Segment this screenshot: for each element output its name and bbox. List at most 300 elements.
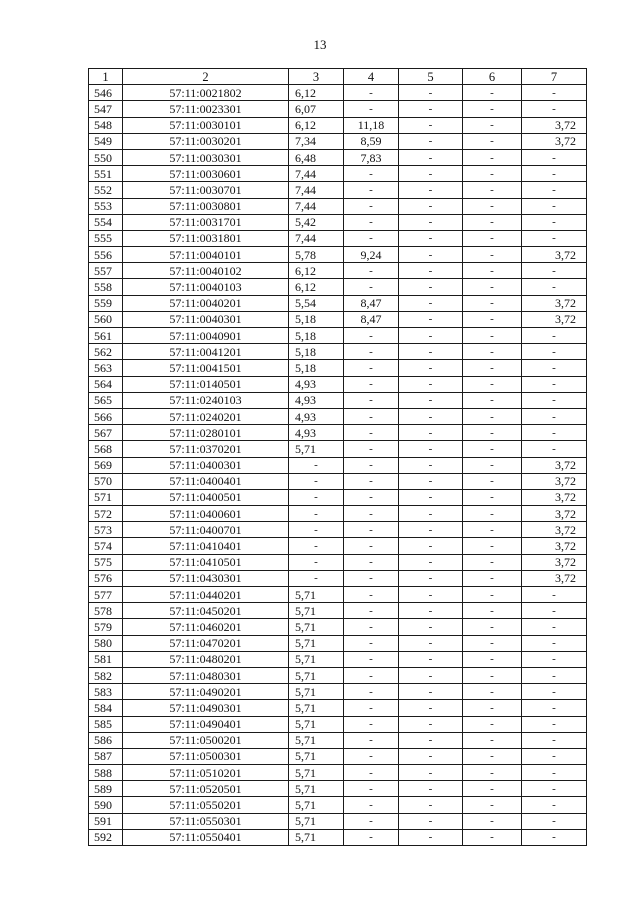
col4-cell: - <box>344 506 399 522</box>
col4-cell: - <box>344 651 399 667</box>
table-row <box>89 716 587 732</box>
col4-cell: - <box>344 279 399 295</box>
col7-cell: - <box>522 441 587 457</box>
table-row <box>89 603 587 619</box>
table-row <box>89 198 587 214</box>
col4-cell: - <box>344 85 399 101</box>
col6-cell: - <box>463 587 522 603</box>
row-number-cell: 568 <box>89 441 123 457</box>
col5-cell: - <box>399 149 463 165</box>
col5-cell: - <box>399 344 463 360</box>
cadastral-number-cell: 57:11:0410501 <box>123 554 289 570</box>
col7-cell: - <box>522 101 587 117</box>
column-header: 5 <box>399 69 463 85</box>
col4-cell: - <box>344 344 399 360</box>
col6-cell: - <box>463 166 522 182</box>
cadastral-number-cell: 57:11:0030601 <box>123 166 289 182</box>
col3-cell: 6,12 <box>289 279 344 295</box>
cadastral-number-cell: 57:11:0240201 <box>123 408 289 424</box>
col5-cell: - <box>399 360 463 376</box>
col3-cell: 5,71 <box>289 716 344 732</box>
col6-cell: - <box>463 214 522 230</box>
row-number-cell: 570 <box>89 473 123 489</box>
row-number-cell: 552 <box>89 182 123 198</box>
col7-cell: - <box>522 781 587 797</box>
col3-cell: 5,71 <box>289 587 344 603</box>
cadastral-number-cell: 57:11:0480301 <box>123 667 289 683</box>
cadastral-number-cell: 57:11:0030201 <box>123 133 289 149</box>
row-number-cell: 563 <box>89 360 123 376</box>
col6-cell: - <box>463 295 522 311</box>
col6-cell: - <box>463 360 522 376</box>
row-number-cell: 592 <box>89 829 123 845</box>
cadastral-number-cell: 57:11:0140501 <box>123 376 289 392</box>
col5-cell: - <box>399 441 463 457</box>
row-number-cell: 562 <box>89 344 123 360</box>
col6-cell: - <box>463 522 522 538</box>
col5-cell: - <box>399 85 463 101</box>
cadastral-number-cell: 57:11:0023301 <box>123 101 289 117</box>
col4-cell: 11,18 <box>344 117 399 133</box>
table-row <box>89 797 587 813</box>
col6-cell: - <box>463 279 522 295</box>
table-row <box>89 651 587 667</box>
col4-cell: - <box>344 360 399 376</box>
table-row <box>89 457 587 473</box>
col7-cell: - <box>522 425 587 441</box>
col7-cell: 3,72 <box>522 522 587 538</box>
col5-cell: - <box>399 263 463 279</box>
cadastral-number-cell: 57:11:0550201 <box>123 797 289 813</box>
col3-cell: 5,18 <box>289 311 344 327</box>
row-number-cell: 577 <box>89 587 123 603</box>
col6-cell: - <box>463 182 522 198</box>
cadastral-number-cell: 57:11:0490201 <box>123 684 289 700</box>
col7-cell: - <box>522 85 587 101</box>
cadastral-number-cell: 57:11:0500201 <box>123 732 289 748</box>
col5-cell: - <box>399 765 463 781</box>
col6-cell: - <box>463 101 522 117</box>
row-number-cell: 584 <box>89 700 123 716</box>
row-number-cell: 554 <box>89 214 123 230</box>
col6-cell: - <box>463 328 522 344</box>
col7-cell: - <box>522 182 587 198</box>
col4-cell: - <box>344 166 399 182</box>
col7-cell: - <box>522 263 587 279</box>
col7-cell: - <box>522 748 587 764</box>
col3-cell: 5,71 <box>289 829 344 845</box>
col4-cell: 8,59 <box>344 133 399 149</box>
col6-cell: - <box>463 797 522 813</box>
col5-cell: - <box>399 829 463 845</box>
row-number-cell: 557 <box>89 263 123 279</box>
cadastral-number-cell: 57:11:0021802 <box>123 85 289 101</box>
col3-cell: 5,71 <box>289 700 344 716</box>
col4-cell: - <box>344 554 399 570</box>
col4-cell: - <box>344 408 399 424</box>
col6-cell: - <box>463 829 522 845</box>
col4-cell: - <box>344 441 399 457</box>
cadastral-number-cell: 57:11:0041501 <box>123 360 289 376</box>
col5-cell: - <box>399 667 463 683</box>
row-number-cell: 559 <box>89 295 123 311</box>
table-body <box>89 85 587 846</box>
col4-cell: - <box>344 473 399 489</box>
cadastral-number-cell: 57:11:0031801 <box>123 230 289 246</box>
col5-cell: - <box>399 748 463 764</box>
col7-cell: 3,72 <box>522 473 587 489</box>
row-number-cell: 569 <box>89 457 123 473</box>
row-number-cell: 548 <box>89 117 123 133</box>
col4-cell: 9,24 <box>344 247 399 263</box>
col4-cell: - <box>344 667 399 683</box>
table-row <box>89 214 587 230</box>
col6-cell: - <box>463 635 522 651</box>
col3-cell: 5,18 <box>289 360 344 376</box>
col3-cell: 6,07 <box>289 101 344 117</box>
col7-cell: - <box>522 344 587 360</box>
table-row <box>89 425 587 441</box>
col7-cell: 3,72 <box>522 457 587 473</box>
row-number-cell: 549 <box>89 133 123 149</box>
row-number-cell: 561 <box>89 328 123 344</box>
col6-cell: - <box>463 263 522 279</box>
col7-cell: - <box>522 813 587 829</box>
col4-cell: - <box>344 198 399 214</box>
row-number-cell: 576 <box>89 570 123 586</box>
table-row <box>89 376 587 392</box>
col5-cell: - <box>399 700 463 716</box>
row-number-cell: 571 <box>89 489 123 505</box>
row-number-cell: 583 <box>89 684 123 700</box>
cadastral-number-cell: 57:11:0490401 <box>123 716 289 732</box>
col3-cell: 5,42 <box>289 214 344 230</box>
col7-cell: - <box>522 214 587 230</box>
col7-cell: - <box>522 603 587 619</box>
cadastral-number-cell: 57:11:0400501 <box>123 489 289 505</box>
col5-cell: - <box>399 587 463 603</box>
cadastral-number-cell: 57:11:0400601 <box>123 506 289 522</box>
col5-cell: - <box>399 392 463 408</box>
col7-cell: 3,72 <box>522 554 587 570</box>
col4-cell: - <box>344 230 399 246</box>
table-row <box>89 295 587 311</box>
row-number-cell: 564 <box>89 376 123 392</box>
col3-cell: - <box>289 522 344 538</box>
col7-cell: - <box>522 829 587 845</box>
col7-cell: 3,72 <box>522 538 587 554</box>
col6-cell: - <box>463 489 522 505</box>
row-number-cell: 586 <box>89 732 123 748</box>
col4-cell: - <box>344 813 399 829</box>
col5-cell: - <box>399 133 463 149</box>
col3-cell: - <box>289 554 344 570</box>
table-row <box>89 311 587 327</box>
table-row <box>89 554 587 570</box>
table-row <box>89 635 587 651</box>
table-row <box>89 522 587 538</box>
col4-cell: - <box>344 214 399 230</box>
col5-cell: - <box>399 182 463 198</box>
table-row <box>89 166 587 182</box>
cadastral-number-cell: 57:11:0550401 <box>123 829 289 845</box>
table-row <box>89 344 587 360</box>
row-number-cell: 550 <box>89 149 123 165</box>
row-number-cell: 547 <box>89 101 123 117</box>
col5-cell: - <box>399 247 463 263</box>
col6-cell: - <box>463 700 522 716</box>
col5-cell: - <box>399 198 463 214</box>
col5-cell: - <box>399 732 463 748</box>
col5-cell: - <box>399 538 463 554</box>
table-row <box>89 473 587 489</box>
col6-cell: - <box>463 133 522 149</box>
table-row <box>89 117 587 133</box>
col6-cell: - <box>463 765 522 781</box>
cadastral-number-cell: 57:11:0430301 <box>123 570 289 586</box>
col7-cell: 3,72 <box>522 133 587 149</box>
row-number-cell: 585 <box>89 716 123 732</box>
column-header: 2 <box>123 69 289 85</box>
col6-cell: - <box>463 732 522 748</box>
cadastral-number-cell: 57:11:0460201 <box>123 619 289 635</box>
table-row <box>89 732 587 748</box>
col3-cell: 6,12 <box>289 263 344 279</box>
col4-cell: - <box>344 619 399 635</box>
cadastral-number-cell: 57:11:0480201 <box>123 651 289 667</box>
col3-cell: 7,34 <box>289 133 344 149</box>
col3-cell: 5,71 <box>289 732 344 748</box>
cadastral-number-cell: 57:11:0040201 <box>123 295 289 311</box>
table-row <box>89 101 587 117</box>
col4-cell: 7,83 <box>344 149 399 165</box>
col4-cell: - <box>344 765 399 781</box>
col3-cell: 5,71 <box>289 748 344 764</box>
col5-cell: - <box>399 506 463 522</box>
cadastral-number-cell: 57:11:0030801 <box>123 198 289 214</box>
cadastral-number-cell: 57:11:0400701 <box>123 522 289 538</box>
col6-cell: - <box>463 473 522 489</box>
col5-cell: - <box>399 214 463 230</box>
col7-cell: - <box>522 149 587 165</box>
row-number-cell: 587 <box>89 748 123 764</box>
col7-cell: 3,72 <box>522 311 587 327</box>
col5-cell: - <box>399 522 463 538</box>
col4-cell: - <box>344 797 399 813</box>
col4-cell: - <box>344 603 399 619</box>
table-row <box>89 506 587 522</box>
col4-cell: - <box>344 522 399 538</box>
col7-cell: - <box>522 797 587 813</box>
col3-cell: 5,71 <box>289 667 344 683</box>
col4-cell: - <box>344 328 399 344</box>
col6-cell: - <box>463 554 522 570</box>
table-row <box>89 230 587 246</box>
col7-cell: - <box>522 230 587 246</box>
col7-cell: - <box>522 684 587 700</box>
cadastral-number-cell: 57:11:0410401 <box>123 538 289 554</box>
cadastral-number-cell: 57:11:0550301 <box>123 813 289 829</box>
col7-cell: - <box>522 408 587 424</box>
col5-cell: - <box>399 295 463 311</box>
col4-cell: - <box>344 635 399 651</box>
col6-cell: - <box>463 392 522 408</box>
col7-cell: 3,72 <box>522 247 587 263</box>
col5-cell: - <box>399 716 463 732</box>
col4-cell: - <box>344 570 399 586</box>
col7-cell: - <box>522 198 587 214</box>
cadastral-number-cell: 57:11:0040103 <box>123 279 289 295</box>
col4-cell: - <box>344 101 399 117</box>
table-row <box>89 182 587 198</box>
column-header: 3 <box>289 69 344 85</box>
col4-cell: - <box>344 684 399 700</box>
col7-cell: - <box>522 392 587 408</box>
col3-cell: - <box>289 489 344 505</box>
row-number-cell: 582 <box>89 667 123 683</box>
col4-cell: - <box>344 489 399 505</box>
cadastral-number-cell: 57:11:0240103 <box>123 392 289 408</box>
col7-cell: 3,72 <box>522 117 587 133</box>
table-row <box>89 85 587 101</box>
col3-cell: 7,44 <box>289 166 344 182</box>
row-number-cell: 578 <box>89 603 123 619</box>
col4-cell: - <box>344 376 399 392</box>
col7-cell: - <box>522 328 587 344</box>
col7-cell: - <box>522 732 587 748</box>
col5-cell: - <box>399 457 463 473</box>
table-row <box>89 765 587 781</box>
col7-cell: - <box>522 360 587 376</box>
row-number-cell: 580 <box>89 635 123 651</box>
col4-cell: - <box>344 829 399 845</box>
col3-cell: 5,54 <box>289 295 344 311</box>
cadastral-number-cell: 57:11:0510201 <box>123 765 289 781</box>
col3-cell: 5,71 <box>289 619 344 635</box>
col6-cell: - <box>463 311 522 327</box>
col5-cell: - <box>399 117 463 133</box>
col6-cell: - <box>463 748 522 764</box>
col3-cell: 5,71 <box>289 797 344 813</box>
col4-cell: - <box>344 392 399 408</box>
table-row <box>89 829 587 845</box>
table-row <box>89 441 587 457</box>
col5-cell: - <box>399 651 463 667</box>
col6-cell: - <box>463 506 522 522</box>
col5-cell: - <box>399 425 463 441</box>
table-row <box>89 489 587 505</box>
table-header <box>89 69 587 85</box>
table-row <box>89 279 587 295</box>
cadastral-number-cell: 57:11:0040101 <box>123 247 289 263</box>
col3-cell: 6,48 <box>289 149 344 165</box>
column-header: 1 <box>89 69 123 85</box>
col7-cell: 3,72 <box>522 570 587 586</box>
table-row <box>89 538 587 554</box>
table-row <box>89 392 587 408</box>
col6-cell: - <box>463 813 522 829</box>
header-row <box>89 69 587 85</box>
table-row <box>89 684 587 700</box>
cadastral-number-cell: 57:11:0400401 <box>123 473 289 489</box>
col3-cell: 4,93 <box>289 392 344 408</box>
table-row <box>89 408 587 424</box>
cadastral-number-cell: 57:11:0030701 <box>123 182 289 198</box>
row-number-cell: 573 <box>89 522 123 538</box>
row-number-cell: 558 <box>89 279 123 295</box>
col3-cell: 7,44 <box>289 182 344 198</box>
col4-cell: - <box>344 716 399 732</box>
col4-cell: - <box>344 700 399 716</box>
page-number: 13 <box>313 37 327 52</box>
row-number-cell: 589 <box>89 781 123 797</box>
cadastral-number-cell: 57:11:0520501 <box>123 781 289 797</box>
col6-cell: - <box>463 619 522 635</box>
col3-cell: - <box>289 506 344 522</box>
col6-cell: - <box>463 716 522 732</box>
col5-cell: - <box>399 684 463 700</box>
row-number-cell: 591 <box>89 813 123 829</box>
col6-cell: - <box>463 651 522 667</box>
col3-cell: 5,71 <box>289 781 344 797</box>
cadastral-number-cell: 57:11:0470201 <box>123 635 289 651</box>
table-row <box>89 133 587 149</box>
col6-cell: - <box>463 538 522 554</box>
col6-cell: - <box>463 408 522 424</box>
cadastral-number-cell: 57:11:0031701 <box>123 214 289 230</box>
col6-cell: - <box>463 781 522 797</box>
table-row <box>89 263 587 279</box>
col5-cell: - <box>399 489 463 505</box>
col5-cell: - <box>399 408 463 424</box>
table-row <box>89 700 587 716</box>
col5-cell: - <box>399 813 463 829</box>
col6-cell: - <box>463 230 522 246</box>
col3-cell: 6,12 <box>289 85 344 101</box>
row-number-cell: 565 <box>89 392 123 408</box>
col3-cell: 5,71 <box>289 765 344 781</box>
col7-cell: - <box>522 279 587 295</box>
col7-cell: - <box>522 376 587 392</box>
col7-cell: - <box>522 587 587 603</box>
col5-cell: - <box>399 376 463 392</box>
col4-cell: - <box>344 263 399 279</box>
col7-cell: 3,72 <box>522 295 587 311</box>
table-row <box>89 781 587 797</box>
col3-cell: 5,78 <box>289 247 344 263</box>
row-number-cell: 546 <box>89 85 123 101</box>
col5-cell: - <box>399 311 463 327</box>
cadastral-number-cell: 57:11:0040102 <box>123 263 289 279</box>
col3-cell: 5,71 <box>289 635 344 651</box>
row-number-cell: 560 <box>89 311 123 327</box>
col5-cell: - <box>399 166 463 182</box>
col4-cell: - <box>344 781 399 797</box>
col3-cell: 4,93 <box>289 425 344 441</box>
column-header: 7 <box>522 69 587 85</box>
col4-cell: - <box>344 538 399 554</box>
col6-cell: - <box>463 667 522 683</box>
col5-cell: - <box>399 554 463 570</box>
cadastral-number-cell: 57:11:0490301 <box>123 700 289 716</box>
cadastral-table <box>88 68 587 846</box>
table-row <box>89 570 587 586</box>
col3-cell: 4,93 <box>289 408 344 424</box>
col4-cell: 8,47 <box>344 311 399 327</box>
col5-cell: - <box>399 797 463 813</box>
col5-cell: - <box>399 635 463 651</box>
row-number-cell: 579 <box>89 619 123 635</box>
